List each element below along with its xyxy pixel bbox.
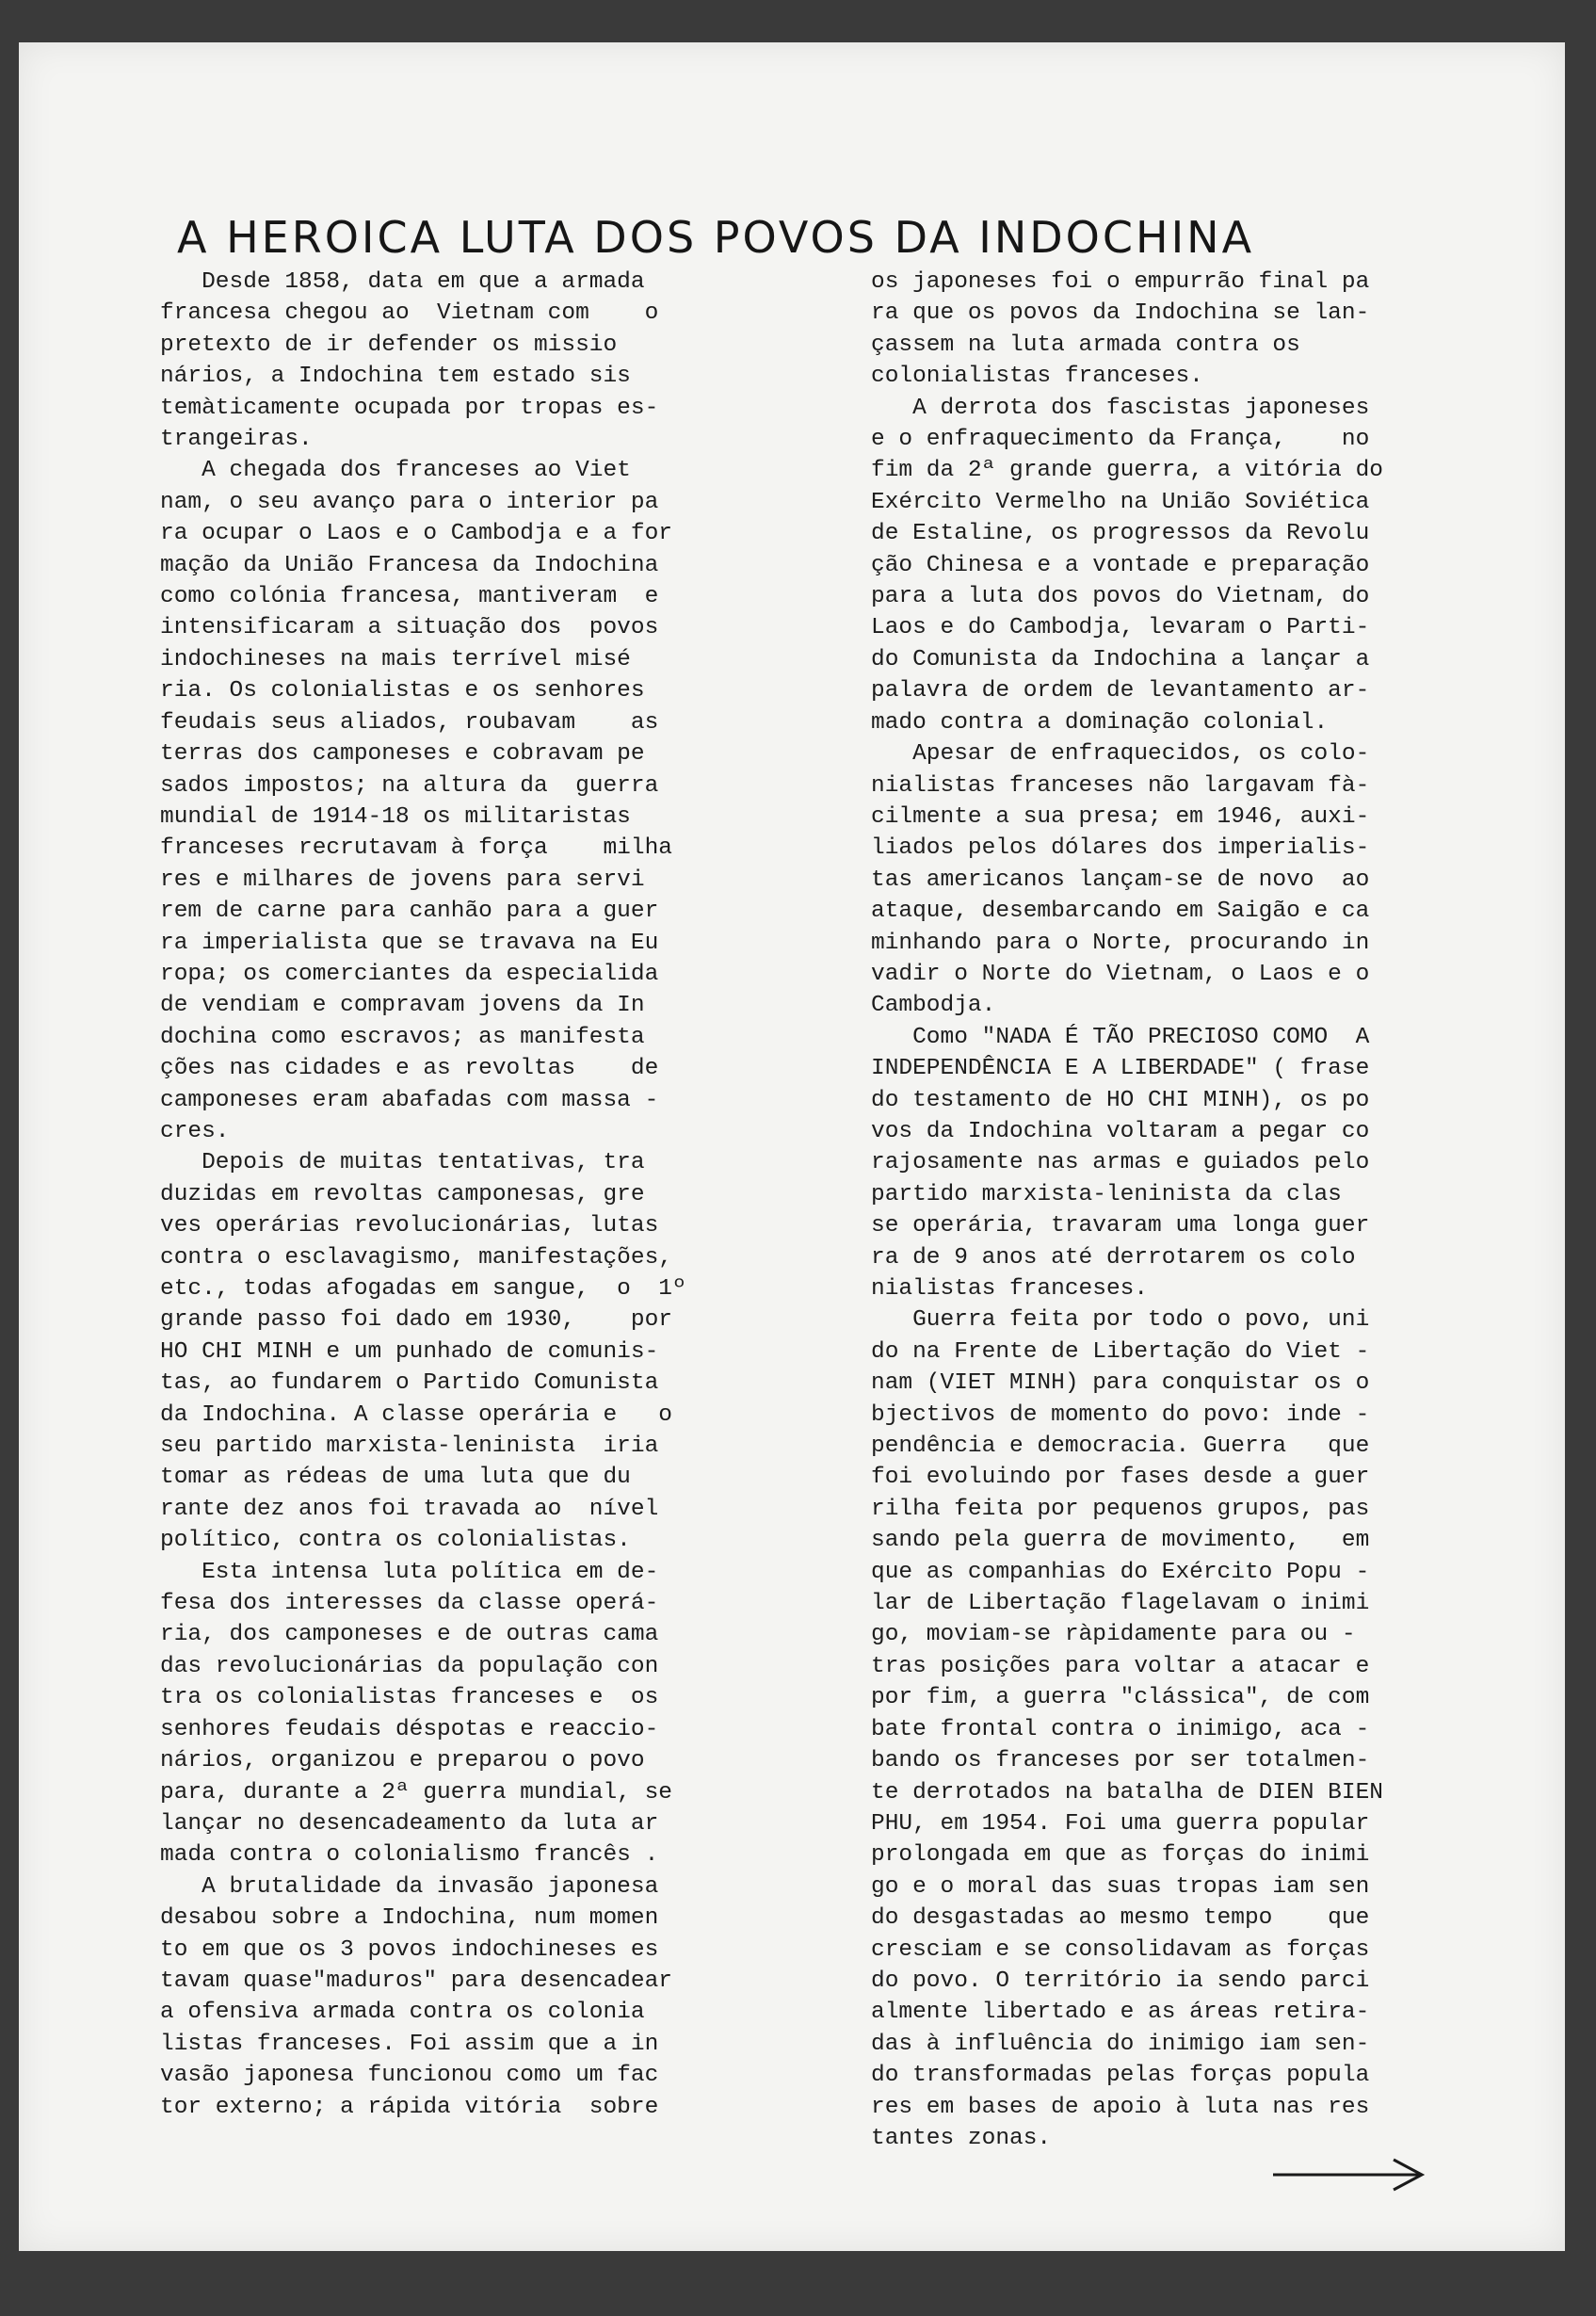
text-line: indochineses na mais terrível misé (160, 646, 631, 672)
text-line: mado contra a dominação colonial. (871, 709, 1329, 736)
text-line: A chegada dos franceses ao Viet (160, 458, 631, 484)
text-line: foi evoluindo por fases desde a guer (871, 1465, 1370, 1491)
text-line: senhores feudais déspotas e reaccio- (160, 1716, 659, 1742)
text-line: trangeiras. (160, 427, 313, 453)
text-line: te derrotados na batalha de DIEN BIEN (871, 1779, 1383, 1806)
text-line: res em bases de apoio à luta nas res (871, 2094, 1370, 2120)
text-line: tas, ao fundarem o Partido Comunista (160, 1370, 659, 1397)
text-line: tor externo; a rápida vitória sobre (160, 2094, 659, 2120)
text-line: HO CHI MINH e um punhado de comunis- (160, 1338, 659, 1365)
text-line: vasão japonesa funcionou como um fac (160, 2063, 659, 2089)
text-line: temàticamente ocupada por tropas es- (160, 395, 659, 421)
text-line: ra imperialista que se travava na Eu (160, 930, 659, 956)
text-line: da Indochina. A classe operária e o (160, 1401, 672, 1428)
text-line: bando os franceses por ser totalmen- (871, 1748, 1370, 1774)
text-line: feudais seus aliados, roubavam as (160, 709, 659, 736)
text-line: do desgastadas ao mesmo tempo que (871, 1905, 1370, 1932)
text-line: rem de carne para canhão para a guer (160, 899, 659, 925)
text-line: para, durante a 2ª guerra mundial, se (160, 1779, 672, 1806)
text-line: ataque, desembarcando em Saigão e ca (871, 899, 1370, 925)
text-line: contra o esclavagismo, manifestações, (160, 1244, 672, 1271)
text-line: francesa chegou ao Vietnam com o (160, 300, 659, 327)
text-line: pendência e democracia. Guerra que (871, 1433, 1370, 1460)
text-line: vadir o Norte do Vietnam, o Laos e o (871, 961, 1370, 987)
text-line: vos da Indochina voltaram a pegar co (871, 1118, 1370, 1144)
text-line: do na Frente de Libertação do Viet - (871, 1338, 1370, 1365)
text-line: prolongada em que as forças do inimi (871, 1842, 1370, 1869)
text-line: intensificaram a situação dos povos (160, 615, 659, 641)
text-line: ria. Os colonialistas e os senhores (160, 678, 645, 705)
text-line: tas americanos lançam-se de novo ao (871, 866, 1370, 893)
text-line: A derrota dos fascistas japoneses (871, 395, 1370, 421)
document-title: A HEROICA LUTA DOS POVOS DA INDOCHINA (177, 212, 1255, 263)
text-line: palavra de ordem de levantamento ar- (871, 678, 1370, 705)
text-line: to em que os 3 povos indochineses es (160, 1936, 659, 1963)
text-line: Cambodja. (871, 993, 996, 1019)
text-line: bjectivos de momento do povo: inde - (871, 1401, 1370, 1428)
text-line: mação da União Francesa da Indochina (160, 552, 659, 578)
text-line: tomar as rédeas de uma luta que du (160, 1465, 631, 1491)
text-line: PHU, em 1954. Foi uma guerra popular (871, 1810, 1370, 1837)
text-line: desabou sobre a Indochina, num momen (160, 1905, 659, 1932)
text-line: A brutalidade da invasão japonesa (160, 1873, 659, 1900)
text-line: nam, o seu avanço para o interior pa (160, 489, 659, 515)
text-line: çassem na luta armada contra os (871, 332, 1300, 358)
text-line: ra que os povos da Indochina se lan- (871, 300, 1370, 327)
text-line: nários, a Indochina tem estado sis (160, 364, 631, 390)
text-line: almente libertado e as áreas retira- (871, 2000, 1370, 2026)
text-line: tra os colonialistas franceses e os (160, 1685, 659, 1711)
text-line: ções nas cidades e as revoltas de (160, 1056, 659, 1082)
text-line: sados impostos; na altura da guerra (160, 772, 659, 799)
text-line: terras dos camponeses e cobravam pe (160, 741, 645, 768)
text-line: ra ocupar o Laos e o Cambodja e a for (160, 521, 672, 547)
text-line: das à influência do inimigo iam sen- (871, 2031, 1370, 2057)
text-line: que as companhias do Exército Popu - (871, 1559, 1370, 1585)
text-line: tras posições para voltar a atacar e (871, 1653, 1370, 1679)
text-line: fim da 2ª grande guerra, a vitória do (871, 458, 1383, 484)
text-line: e o enfraquecimento da França, no (871, 427, 1370, 453)
text-line: lar de Libertação flagelavam o inimi (871, 1591, 1370, 1617)
text-line: grande passo foi dado em 1930, por (160, 1307, 672, 1334)
text-line: como colónia francesa, mantiveram e (160, 584, 659, 610)
text-line: Como "NADA É TÃO PRECIOSO COMO A (871, 1024, 1370, 1050)
text-line: ra de 9 anos até derrotarem os colo (871, 1244, 1356, 1271)
text-line: político, contra os colonialistas. (160, 1528, 631, 1554)
text-line: se operária, travaram uma longa guer (871, 1213, 1370, 1239)
text-line: para a luta dos povos do Vietnam, do (871, 584, 1370, 610)
document-page (19, 42, 1565, 2251)
text-line: de Estaline, os progressos da Revolu (871, 521, 1370, 547)
text-line: fesa dos interesses da classe operá- (160, 1591, 659, 1617)
text-line: go e o moral das suas tropas iam sen (871, 1873, 1370, 1900)
right-arrow-icon (1271, 2154, 1427, 2195)
text-line: de vendiam e compravam jovens da In (160, 993, 645, 1019)
text-line: do transformadas pelas forças popula (871, 2063, 1370, 2089)
text-line: go, moviam-se ràpidamente para ou - (871, 1622, 1356, 1648)
text-line: INDEPENDÊNCIA E A LIBERDADE" ( frase (871, 1056, 1370, 1082)
text-line: nialistas franceses. (871, 1276, 1149, 1302)
text-line: partido marxista-leninista da clas (871, 1181, 1342, 1207)
text-line: rajosamente nas armas e guiados pelo (871, 1150, 1370, 1176)
text-line: a ofensiva armada contra os colonia (160, 2000, 645, 2026)
text-line: franceses recrutavam à força milha (160, 835, 672, 862)
text-line: sando pela guerra de movimento, em (871, 1528, 1370, 1554)
text-line: etc., todas afogadas em sangue, o 1º (160, 1276, 686, 1302)
text-line: nialistas franceses não largavam fà- (871, 772, 1370, 799)
text-line: rilha feita por pequenos grupos, pas (871, 1496, 1370, 1522)
text-line: Desde 1858, data em que a armada (160, 269, 645, 295)
text-line: Depois de muitas tentativas, tra (160, 1150, 645, 1176)
text-line: do Comunista da Indochina a lançar a (871, 646, 1370, 672)
text-line: Esta intensa luta política em de- (160, 1559, 659, 1585)
text-line: ropa; os comerciantes da especialida (160, 961, 659, 987)
text-line: Apesar de enfraquecidos, os colo- (871, 741, 1370, 768)
text-line: minhando para o Norte, procurando in (871, 930, 1370, 956)
text-line: duzidas em revoltas camponesas, gre (160, 1181, 645, 1207)
text-line: tavam quase"maduros" para desencadear (160, 1968, 672, 1994)
text-line: lançar no desencadeamento da luta ar (160, 1810, 659, 1837)
text-line: ria, dos camponeses e de outras cama (160, 1622, 659, 1648)
text-line: rante dez anos foi travada ao nível (160, 1496, 659, 1522)
text-line: camponeses eram abafadas com massa - (160, 1087, 659, 1113)
text-line: Exército Vermelho na União Soviética (871, 489, 1370, 515)
text-line: Guerra feita por todo o povo, uni (871, 1307, 1370, 1334)
text-line: do testamento de HO CHI MINH), os po (871, 1087, 1370, 1113)
text-line: os japoneses foi o empurrão final pa (871, 269, 1370, 295)
text-line: colonialistas franceses. (871, 364, 1203, 390)
text-line: cresciam e se consolidavam as forças (871, 1936, 1370, 1963)
text-line: nam (VIET MINH) para conquistar os o (871, 1370, 1370, 1397)
text-line: liados pelos dólares dos imperialis- (871, 835, 1370, 862)
right-text-column (871, 267, 1464, 2154)
text-line: mundial de 1914-18 os militaristas (160, 803, 631, 830)
text-line: ção Chinesa e a vontade e preparação (871, 552, 1370, 578)
text-line: do povo. O território ia sendo parci (871, 1968, 1370, 1994)
text-line: nários, organizou e preparou o povo (160, 1748, 645, 1774)
text-line: das revolucionárias da população con (160, 1653, 659, 1679)
text-line: mada contra o colonialismo francês . (160, 1842, 659, 1869)
left-text-column (160, 267, 753, 2123)
text-line: listas franceses. Foi assim que a in (160, 2031, 659, 2057)
text-line: Laos e do Cambodja, levaram o Parti- (871, 615, 1370, 641)
text-line: cilmente a sua presa; em 1946, auxi- (871, 803, 1370, 830)
text-line: seu partido marxista-leninista iria (160, 1433, 659, 1460)
text-line: dochina como escravos; as manifesta (160, 1024, 645, 1050)
text-line: pretexto de ir defender os missio (160, 332, 618, 358)
text-line: por fim, a guerra "clássica", de com (871, 1685, 1370, 1711)
text-line: tantes zonas. (871, 2125, 1052, 2151)
text-line: res e milhares de jovens para servi (160, 866, 645, 893)
text-line: ves operárias revolucionárias, lutas (160, 1213, 659, 1239)
text-line: bate frontal contra o inimigo, aca - (871, 1716, 1370, 1742)
text-line: cres. (160, 1118, 230, 1144)
